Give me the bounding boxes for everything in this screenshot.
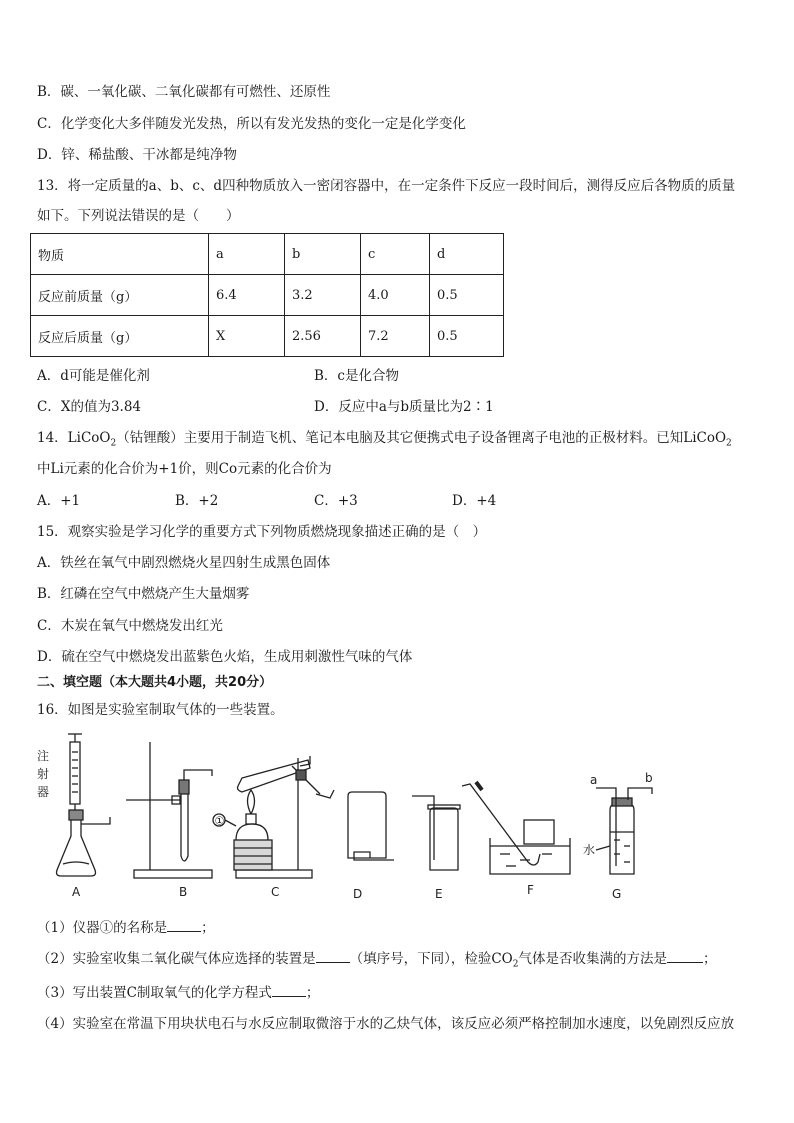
- water-label: 水: [583, 843, 596, 857]
- table-header-cell: d: [430, 234, 504, 275]
- q14-option-a: A．+1: [37, 493, 81, 509]
- table-header-cell: 物质: [31, 234, 209, 275]
- answer-blank[interactable]: [167, 919, 201, 932]
- q16-text: ；: [305, 985, 320, 1001]
- subscript: 2: [512, 959, 519, 970]
- q16-sub1: [37, 919, 215, 937]
- apparatus-a: [37, 734, 110, 899]
- q12-option-c: C．化学变化大多伴随发光发热，所以有发光发热的变化一定是化学变化: [37, 116, 466, 132]
- q13-option-a: A．d可能是催化剂: [37, 368, 150, 384]
- q14-option-d: D．+4: [452, 493, 497, 509]
- table-cell: 反应后质量（g）: [31, 316, 209, 357]
- q15-stem: 15．观察实验是学习化学的重要方式下列物质燃烧现象描述正确的是（ ）: [37, 524, 487, 540]
- q15-option-d: D．硫在空气中燃烧发出蓝紫色火焰，生成用刺激性气味的气体: [37, 649, 413, 665]
- apparatus-c: [213, 756, 334, 899]
- apparatus-d: [348, 792, 394, 901]
- syringe-label-char: 注: [37, 749, 50, 763]
- q13-option-d: D．反应中a与b质量比为2∶1: [314, 399, 494, 415]
- q16-sub3: [37, 984, 319, 1002]
- q13-option-b: B．c是化合物: [314, 368, 399, 384]
- answer-blank[interactable]: [667, 950, 703, 963]
- subscript: 2: [726, 438, 732, 449]
- q16-sub4: （4）实验室在常温下用块状电石与水反应制取微溶于水的乙炔气体，该反应必须严格控制加水速度，以免剧烈反应放: [37, 1016, 735, 1032]
- syringe-label-char: 器: [37, 785, 50, 799]
- instrument-number-label: ①: [214, 814, 225, 828]
- apparatus-label-a: A: [72, 885, 81, 899]
- table-cell: 0.5: [430, 316, 504, 357]
- table-header-row: [31, 234, 504, 275]
- table-cell: 4.0: [361, 275, 430, 316]
- apparatus-e: [412, 796, 460, 901]
- q16-text: ；: [201, 920, 215, 936]
- table-header-cell: a: [209, 234, 285, 275]
- table-cell: 7.2: [361, 316, 430, 357]
- answer-blank[interactable]: [272, 984, 306, 997]
- section-title: 二、填空题（本大题共4小题，共20分）: [37, 675, 273, 690]
- table-row: [31, 275, 504, 316]
- apparatus-label-g: G: [612, 887, 622, 901]
- q14-stem-line2: 中Li元素的化合价为+1价，则Co元素的化合价为: [37, 461, 332, 477]
- apparatus-label-e: E: [435, 887, 443, 901]
- table-cell: 反应前质量（g）: [31, 275, 209, 316]
- table-header-cell: b: [285, 234, 361, 275]
- q14-text: （钴锂酸）主要用于制造飞机、笔记本电脑及其它便携式电子设备锂离子电池的正极材料。已知LiCoO: [116, 430, 727, 446]
- apparatus-f: [462, 782, 570, 897]
- apparatus-label-f: F: [527, 883, 534, 897]
- q16-text: ；: [702, 951, 717, 967]
- table-cell: 2.56: [285, 316, 361, 357]
- q12-option-d: D．锌、稀盐酸、干冰都是纯净物: [37, 147, 237, 163]
- answer-blank[interactable]: [316, 950, 350, 963]
- table-cell: 6.4: [209, 275, 285, 316]
- port-label-b: b: [645, 771, 653, 785]
- apparatus-label-c: C: [271, 885, 280, 899]
- q14-stem-line1: [37, 429, 732, 453]
- q15-option-b: B．红磷在空气中燃烧产生大量烟雾: [37, 586, 250, 602]
- apparatus-label-b: B: [179, 885, 188, 899]
- q16-text: 气体是否收集满的方法是: [518, 951, 667, 967]
- q14-text: 14．LiCoO: [37, 430, 111, 446]
- q16-sub2: [37, 950, 716, 974]
- subscript: 2: [110, 438, 117, 449]
- table-cell: X: [209, 316, 285, 357]
- apparatus-label-d: D: [353, 887, 363, 901]
- q16-text: （1）仪器①的名称是: [37, 920, 168, 936]
- q14-option-c: C．+3: [314, 493, 358, 509]
- q13-stem-line1: 13．将一定质量的a、b、c、d四种物质放入一密闭容器中，在一定条件下反应一段时间后，测得反应后各物质的质量: [37, 178, 736, 194]
- q14-option-b: B．+2: [175, 493, 219, 509]
- q12-option-b: B．碳、一氧化碳、二氧化碳都有可燃性、还原性: [37, 84, 331, 100]
- table-row: [31, 316, 504, 357]
- table-header-cell: c: [361, 234, 430, 275]
- apparatus-figure: [30, 728, 670, 908]
- apparatus-b: [126, 742, 212, 899]
- syringe-label-char: 射: [37, 767, 50, 781]
- table-cell: 3.2: [285, 275, 361, 316]
- port-label-a: a: [590, 773, 598, 787]
- table-cell: 0.5: [430, 275, 504, 316]
- q16-text: （3）写出装置C制取氧气的化学方程式: [37, 985, 272, 1001]
- q13-mass-table: [30, 233, 504, 357]
- q13-stem-line2: 如下。下列说法错误的是（ ）: [37, 208, 240, 224]
- q15-option-c: C．木炭在氧气中燃烧发出红光: [37, 618, 223, 634]
- q16-stem: 16．如图是实验室制取气体的一些装置。: [37, 702, 284, 718]
- q15-option-a: A．铁丝在氧气中剧烈燃烧火星四射生成黑色固体: [37, 555, 331, 571]
- q13-option-c: C．X的值为3.84: [37, 399, 141, 415]
- q16-text: （2）实验室收集二氧化碳气体应选择的装置是: [37, 951, 316, 967]
- apparatus-g: [583, 771, 653, 901]
- q16-text: （填序号，下同），检验CO: [349, 951, 513, 967]
